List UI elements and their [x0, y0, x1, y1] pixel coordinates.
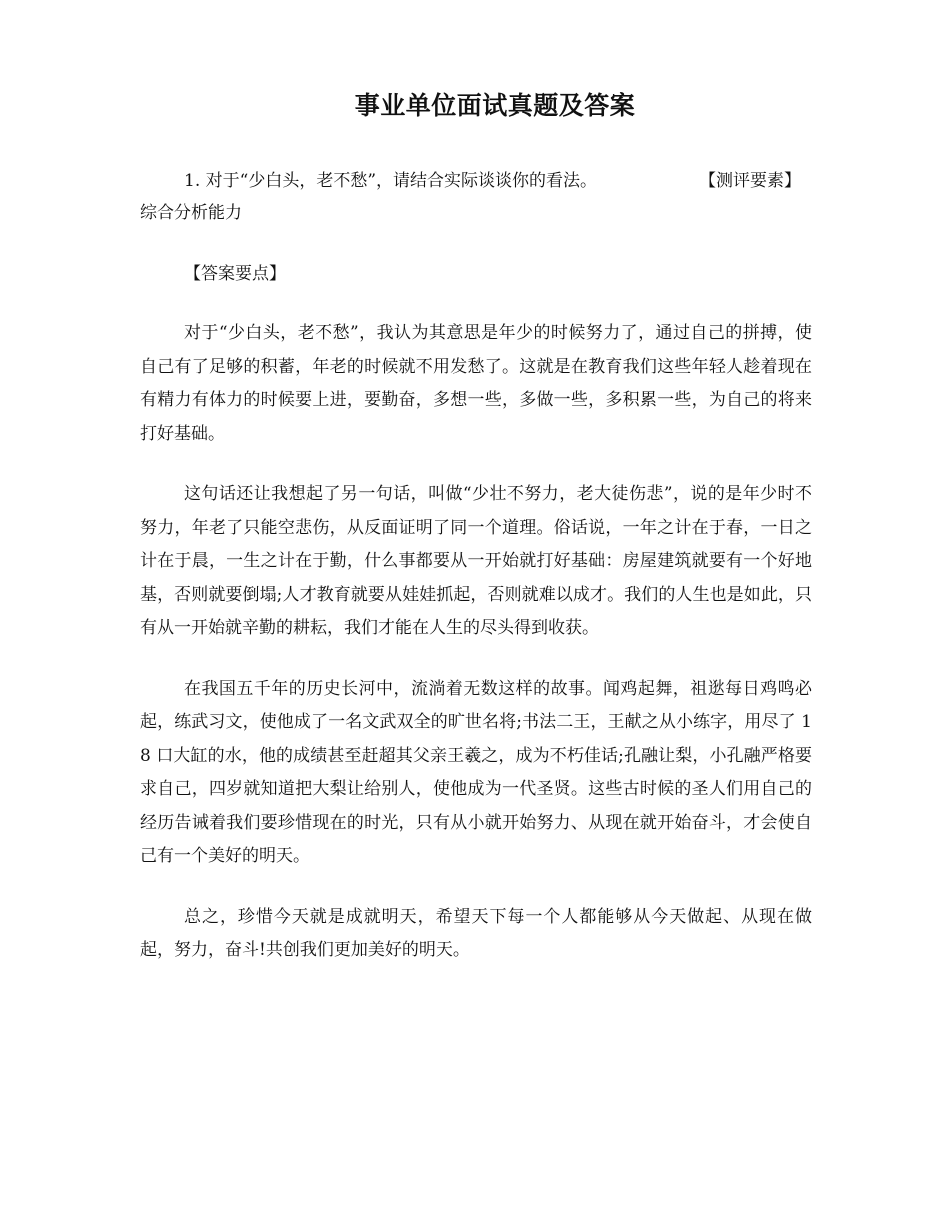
- answer-paragraph-3: 在我国五千年的历史长河中，流淌着无数这样的故事。闻鸡起舞，祖逖每日鸡鸣必起，练武习文，使他成了一名文武双全的旷世名将;书法二王，王献之从小练字，用尽了 18 口大缸的水，他的成绩甚至赶超其父亲王羲之，成为不朽佳话;孔融让梨，小孔融严格要求自己，四岁就知道把大梨让给别人，使他成为一代圣贤。这些古时候的圣人们用自己的经历告诫着我们要珍惜现在的时光，只有从小就开始努力、从现在就开始奋斗，才会使自己有一个美好的明天。: [140, 678, 812, 866]
- question-block: [140, 165, 812, 229]
- page-title: 事业单位面试真题及答案: [354, 91, 636, 120]
- question-line: [140, 165, 812, 197]
- answer-paragraph-1: 对于“少白头，老不愁”，我认为其意思是年少的时候努力了，通过自己的拼搏，使自己有了足够的积蓄，年老的时候就不用发愁了。这就是在教育我们这些年轻人趁着现在有精力有体力的时候要上进，要勤奋，多想一些，多做一些，多积累一些，为自己的将来打好基础。: [140, 323, 812, 444]
- answer-label: 【答案要点】: [184, 264, 286, 284]
- answer-paragraph-2: 这句话还让我想起了另一句话，叫做“少壮不努力，老大徒伤悲”，说的是年少时不努力，年老了只能空悲伤，从反面证明了同一个道理。俗话说，一年之计在于春，一日之计在于晨，一生之计在于勤，什么事都要从一开始就打好基础：房屋建筑就要有一个好地基，否则就要倒塌;人才教育就要从娃娃抓起，否则就难以成才。我们的人生也是如此，只有从一开始就辛勤的耕耘，我们才能在人生的尽头得到收获。: [140, 484, 812, 638]
- assessment-tag: 【测评要素】: [699, 171, 801, 191]
- document-body: [140, 165, 812, 968]
- answer-paragraph-4: 总之，珍惜今天就是成就明天，希望天下每一个人都能够从今天做起、从现在做起，努力，奋斗!共创我们更加美好的明天。: [140, 906, 812, 960]
- question-text: 1. 对于“少白头，老不愁”，请结合实际谈谈你的看法。: [184, 171, 598, 191]
- assessment-value: 综合分析能力: [140, 203, 242, 223]
